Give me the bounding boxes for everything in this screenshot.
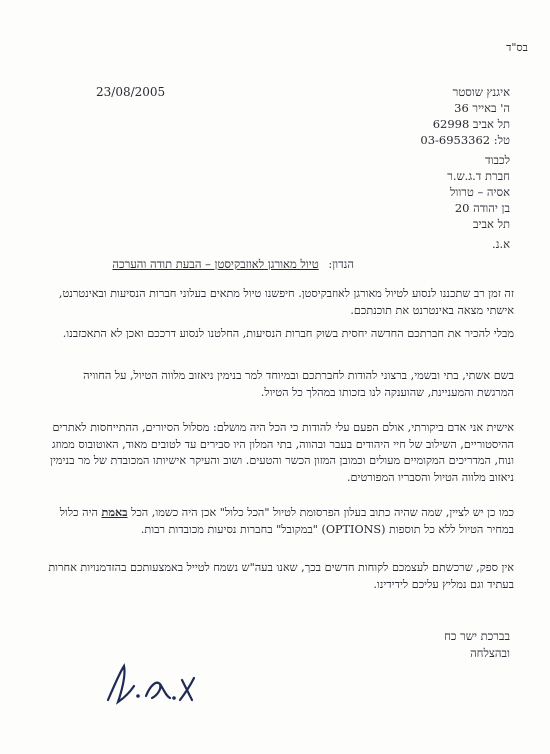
recipient-honorific: לכבוד (484, 153, 510, 167)
recipient-company: חברת ד.ג.ש.ר (447, 169, 510, 183)
recipient-dept: אסיה – טרוול (450, 185, 510, 199)
body-paragraph-1: זה זמן רב שתכננו לנסוע לטיול מאורגן לאוזבקיסטן. חיפשנו טיול מתאים בעלוני חברות הנסיעות ובאינטרנט, אישתי מצאה באינטרנט את תוכנתכם. (58, 287, 514, 317)
sender-street: ה' באייר 36 (454, 101, 510, 115)
subject-label: הנדון: (328, 257, 354, 271)
recipient-block (447, 152, 510, 232)
handwritten-signature (100, 656, 210, 716)
body-paragraph-4: אישית אני אדם ביקורתי, אולם הפעם עלי להודות כי הכל היה מושלם: מסלול הסיורים, ההתייחסות לאתרים ההיסטוריים, השילוב של חיי היהודים בעבר ובהווה, בתי המלון היו סבירים עד לטובים מאוד, האוטובוס ממוזג ונוח, המדריכים המקומיים מעולים וכמובן המזון הכשר והטעים. ושוב והעיקר אישיותו המכובדת של מר בנימין ניאזוב מלווה הטיול והסבריו המפורטים. (50, 421, 514, 484)
body-paragraph-6: אין ספק, שרכשתם לעצמכם לקוחות חדשים בכך, שאנו בעה"ש נשמח לטייל באמצעותכם בהזדמנויות אחרות בעתיד וגם נמליץ עליכם לידידינו. (48, 561, 514, 591)
closing-block (444, 628, 510, 662)
recipient-street: בן יהודה 20 (454, 201, 510, 215)
p5-text-a: כמו כן יש לציין, שמה שהיה כתוב בעלון הפרסומת לטיול "הכל כלול" אכן היה כשמו, הכל (127, 506, 514, 519)
sender-phone: טל: 03-6953362 (420, 133, 510, 147)
sender-block (420, 84, 510, 148)
subject-text: טיול מאורגן לאוזבקיסטן – הבעת תודה והערכה (112, 257, 319, 271)
recipient-city: תל אביב (472, 217, 510, 231)
letter-date: 23/08/2005 (96, 85, 166, 99)
greeting: א.נ. (492, 237, 510, 251)
subject-line (112, 256, 354, 272)
sender-city: תל אביב 62998 (432, 117, 510, 131)
body-paragraph-2: מבלי להכיר את חברתכם החדשה יחסית בשוק חברות הנסיעות, החלטנו לנסוע דרככם ואכן לא התאכזבנו. (62, 327, 514, 340)
closing-line-1: בברכת ישר כח (444, 629, 510, 643)
p5-emphasis: באמת (101, 505, 128, 519)
signature-drawing (100, 656, 210, 716)
body-paragraph-5 (44, 504, 514, 538)
body-paragraph-3: בשם אשתי, בתי ובשמי, ברצוני להודות לחברתכם ובמיוחד למר בנימין ניאזוב מלווה הטיול, על החוויה המרגשת והמעניינת, שהוענקה לנו בזכותו במהלך כל הטיול. (83, 369, 514, 399)
bsd-mark: בס"ד (506, 41, 528, 54)
closing-line-2: ובהצלחה (470, 646, 510, 660)
p5-text-b: היה כלול במחיר הטיול ללא כל תוספות (OPTIONS) "במקובל" בחברות נסיעות מכובדות רבות. (59, 506, 514, 536)
sender-name: איגנץ שוסטר (452, 85, 510, 99)
